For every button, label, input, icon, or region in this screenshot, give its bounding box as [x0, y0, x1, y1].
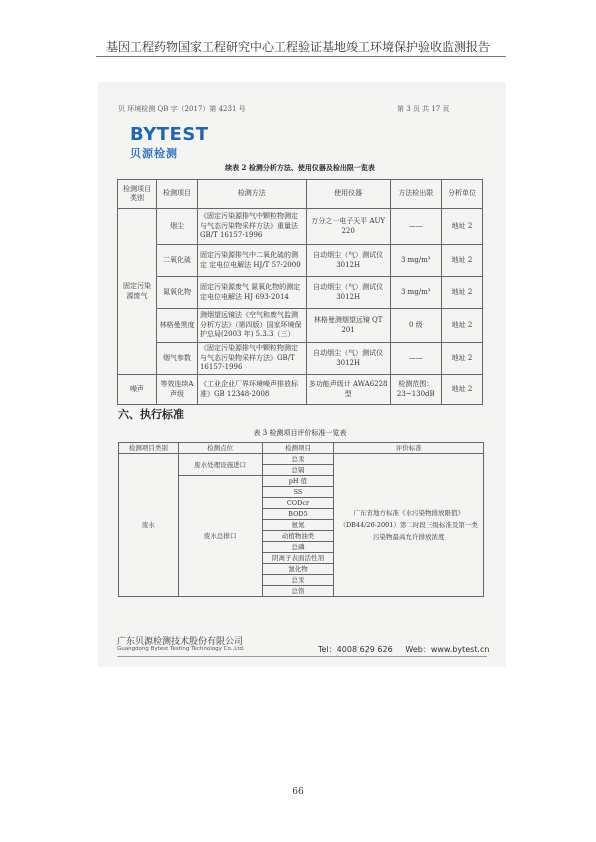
param-cell: 总磷: [262, 542, 334, 553]
instrument-cell: 万分之一电子天平 AUY 220: [306, 209, 390, 245]
standard-cell: 广东省地方标准《水污染物排放限值》（DB44/26-2001）第二时段三级标准及第一类污染物最高允许排放浓度: [334, 454, 484, 597]
col-header: 检测项目: [262, 443, 334, 454]
unit-cell: 地址 2: [441, 209, 482, 245]
method-cell: 《固定污染源排气中颗粒物测定与气态污染物采样方法》重量法 GB/T 16157-1996: [197, 209, 306, 245]
instrument-cell: 林格曼测烟望远镜 QT 201: [306, 309, 390, 343]
method-table: [117, 179, 483, 405]
logo-brand: BYTEST: [130, 124, 209, 145]
param-cell: 总镉: [262, 465, 334, 476]
limit-cell: 3 mg/m³: [390, 277, 441, 309]
unit-cell: 地址 2: [441, 245, 482, 277]
item-cell: 二氧化硫: [156, 245, 197, 277]
method-cell: 固定污染源排气中二氧化硫的测定 定电位电解法 HJ/T 57-2000: [197, 245, 306, 277]
instrument-cell: 自动烟尘（气）测试仪 3012H: [306, 343, 390, 375]
param-cell: 总铬: [262, 586, 334, 597]
point-cell: 废水处理设施进口: [178, 454, 262, 476]
param-cell: 阴离子表面活性剂: [262, 553, 334, 564]
point-cell: 废水总排口: [178, 476, 262, 597]
param-cell: BOD5: [262, 509, 334, 520]
table-row: [118, 209, 483, 245]
document-reference: 贝 环境检测 QB 字（2017）第 4231 号: [118, 105, 246, 113]
param-cell: CODcr: [262, 498, 334, 509]
unit-cell: 地址 2: [441, 375, 482, 405]
page-header: 基因工程药物国家工程研究中心工程验证基地竣工环境保护验收监测报告: [105, 40, 490, 54]
unit-cell: 地址 2: [441, 343, 482, 375]
limit-cell: ——: [390, 209, 441, 245]
table-row: [118, 375, 483, 405]
col-header: 检测点位: [178, 443, 262, 454]
col-header: 检测项目类别: [119, 443, 179, 454]
table1-caption: 续表 2 检测分析方法、使用仪器及检出限一览表: [225, 163, 375, 172]
item-cell: 烟气参数: [156, 343, 197, 375]
footer-tel: Tel：4008 629 626: [318, 645, 393, 654]
table-header-row: [118, 180, 483, 209]
logo-sub: 贝源检测: [130, 147, 178, 160]
table2-caption: 表 3 检测项目评价标准一览表: [253, 429, 347, 437]
table-row: [118, 309, 483, 343]
category-cell: 固定污染源废气: [118, 209, 157, 375]
table-row: [118, 277, 483, 309]
item-cell: 林格曼黑度: [156, 309, 197, 343]
table-row: [118, 343, 483, 375]
page-info: 第 3 页 共 17 页: [397, 105, 450, 113]
col-header: 方法检出限: [390, 180, 441, 209]
param-cell: 动植物油类: [262, 531, 334, 542]
param-cell: 总汞: [262, 454, 334, 465]
item-cell: 烟尘: [156, 209, 197, 245]
method-cell: 测烟望远镜法《空气和废气监测分析方法》（第四版）国家环境保护总局(2003 年) 5.3.3（三）: [197, 309, 306, 343]
footer-rule: [117, 656, 487, 657]
param-cell: pH 值: [262, 476, 334, 487]
instrument-cell: 多功能声级计 AWA6228 型: [306, 375, 390, 405]
item-cell: 氮氧化物: [156, 277, 197, 309]
instrument-cell: 自动烟尘（气）测试仪 3012H: [306, 245, 390, 277]
limit-cell: 0 级: [390, 309, 441, 343]
table-row: [119, 454, 484, 465]
col-header: 检测方法: [197, 180, 306, 209]
limit-cell: ——: [390, 343, 441, 375]
method-cell: 固定污染源废气 氮氧化物的测定 定电位电解法 HJ 693-2014: [197, 277, 306, 309]
unit-cell: 地址 2: [441, 277, 482, 309]
col-header: 分析单位: [441, 180, 482, 209]
footer-company-en: Guangdong Bytest Testing Technology Co.,Ltd.: [117, 646, 245, 652]
method-cell: 《工业企业厂界环境噪声排放标准》GB 12348-2008: [197, 375, 306, 405]
param-cell: 氰化物: [262, 564, 334, 575]
param-cell: 总汞: [262, 575, 334, 586]
col-header: 检测项目: [156, 180, 197, 209]
limit-cell: 检测范围：23~130dB: [390, 375, 441, 405]
unit-cell: 地址 2: [441, 309, 482, 343]
footer-web: Web：www.bytest.cn: [405, 645, 490, 654]
col-header: 评价标准: [334, 443, 484, 454]
table-row: [118, 245, 483, 277]
section-title: 六、执行标准: [118, 408, 184, 421]
table-header-row: [119, 443, 484, 454]
param-cell: SS: [262, 487, 334, 498]
param-cell: 氨氮: [262, 520, 334, 531]
limit-cell: 3 mg/m³: [390, 245, 441, 277]
method-cell: 《固定污染源排气中颗粒物测定与气态污染物采样方法》GB/T 16157-1996: [197, 343, 306, 375]
category-cell: 废水: [119, 454, 179, 597]
company-logo: [130, 126, 209, 161]
footer-company: 广东贝源检测技术股份有限公司: [117, 637, 244, 647]
footer-contact: [318, 644, 489, 655]
col-header: 检测项目类别: [118, 180, 157, 209]
page-number: 66: [292, 787, 304, 797]
category-cell: 噪声: [118, 375, 157, 405]
standard-table: [118, 442, 484, 597]
header-rule: [96, 56, 506, 57]
instrument-cell: 自动烟尘（气）测试仪 3012H: [306, 277, 390, 309]
item-cell: 等效连续A 声级: [156, 375, 197, 405]
col-header: 使用仪器: [306, 180, 390, 209]
